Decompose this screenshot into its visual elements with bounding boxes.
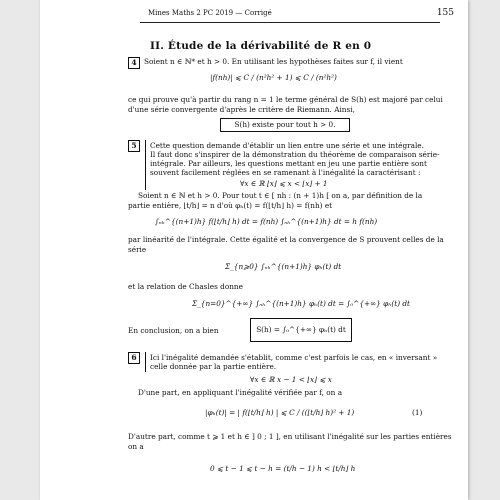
q6-text3: on a [128,442,144,451]
q5-comment-2: Il faut donc s'inspirer de la démonstration du théorème de comparaison série- [150,150,440,159]
q5-char-ineq: ∀x ∈ ℝ ⌊x⌋ ⩽ x < ⌊x⌋ + 1 [240,179,328,188]
section-title: II. Étude de la dérivabilité de R en 0 [150,40,372,52]
q5-conclusion-lead: En conclusion, on a bien [128,326,219,335]
q5-integral-eq: ∫ₙₕ^{(n+1)h} f(⌊t/h⌋ h) dt = f(nh) ∫ₙₕ^{(n+1)h} dt = h f(nh) [155,217,378,226]
q5-comment-bar [145,140,146,190]
q5-conclusion-box: S(h) = ∫₀^{+∞} φₕ(t) dt [250,318,352,342]
q5-text5: et la relation de Chasles donne [128,282,243,291]
q5-comment-4: souvent facilement réglées en se ramenant à l'inégalité la caractérisant : [150,168,421,177]
document-page [40,0,468,500]
q6-bound: |φₕ(t)| = | f(⌊t/h⌋ h) | ⩽ C / ((⌊t/h⌋ h)² + 1) [205,408,355,417]
q5-text1: Soient n ∈ ℕ et h > 0. Pour tout t ∈ [ nh : (n + 1)h [ on a, par définition de la [138,191,423,200]
q6-eq-label: (1) [412,408,423,417]
header-rule [140,22,440,23]
q4-line2: ce qui prouve qu'à partir du rang n = 1 le terme général de S(h) est majoré par celui [128,95,443,104]
q6-comment-1: Ici l'inégalité demandée s'établit, comme c'est parfois le cas, en « inversant » [150,353,438,362]
q4-formula: |f(nh)| ⩽ C / (n²h² + 1) ⩽ C / (n²h²) [210,73,337,82]
q5-chasles: Σ_{n=0}^{+∞} ∫ₙₕ^{(n+1)h} φₕ(t) dt = ∫₀^{+∞} φₕ(t) dt [192,299,410,308]
question-number-4: 4 [128,57,140,69]
q4-line3: d'une série convergente d'après le critère de Riemann. Ainsi, [128,105,355,114]
question-number-6: 6 [128,352,140,364]
q6-ineq: ∀x ∈ ℝ x − 1 < ⌊x⌋ ⩽ x [250,375,332,384]
page-number: 155 [436,8,454,18]
q4-line1: Soient n ∈ ℕ* et h > 0. En utilisant les hypothèses faites sur f, il vient [144,57,403,66]
q6-comment-2: celle donnée par la partie entière. [150,362,277,371]
q4-result-box: S(h) existe pour tout h > 0. [220,118,350,132]
q5-series: Σ_{n⩾0} ∫ₙₕ^{(n+1)h} φₕ(t) dt [225,262,342,271]
q5-comment-1: Cette question demande d'établir un lien entre une série et une intégrale. [150,141,424,150]
q5-comment-3: intégrale. Par ailleurs, les questions mettant en jeu une partie entière sont [150,159,427,168]
q6-last: 0 ⩽ t − 1 ⩽ t − h = (t/h − 1) h < ⌊t/h⌋ h [210,464,356,473]
question-number-5: 5 [128,140,140,152]
q5-text3: par linéarité de l'intégrale. Cette égalité et la convergence de S prouvent celles de la [128,235,444,244]
q5-text4: série [128,245,147,254]
q6-text1: D'une part, en appliquant l'inégalité vérifiée par f, on a [138,388,343,397]
q6-comment-bar [145,352,146,372]
running-header: Mines Maths 2 PC 2019 — Corrigé [148,9,272,17]
q5-text2: partie entière, ⌊t/h⌋ = n d'où φₕ(t) = f(⌊t/h⌋ h) = f(nh) et [128,201,333,210]
q6-text2: D'autre part, comme t ⩾ 1 et h ∈ ] 0 ; 1 ], en utilisant l'inégalité sur les parties entières [128,432,452,441]
